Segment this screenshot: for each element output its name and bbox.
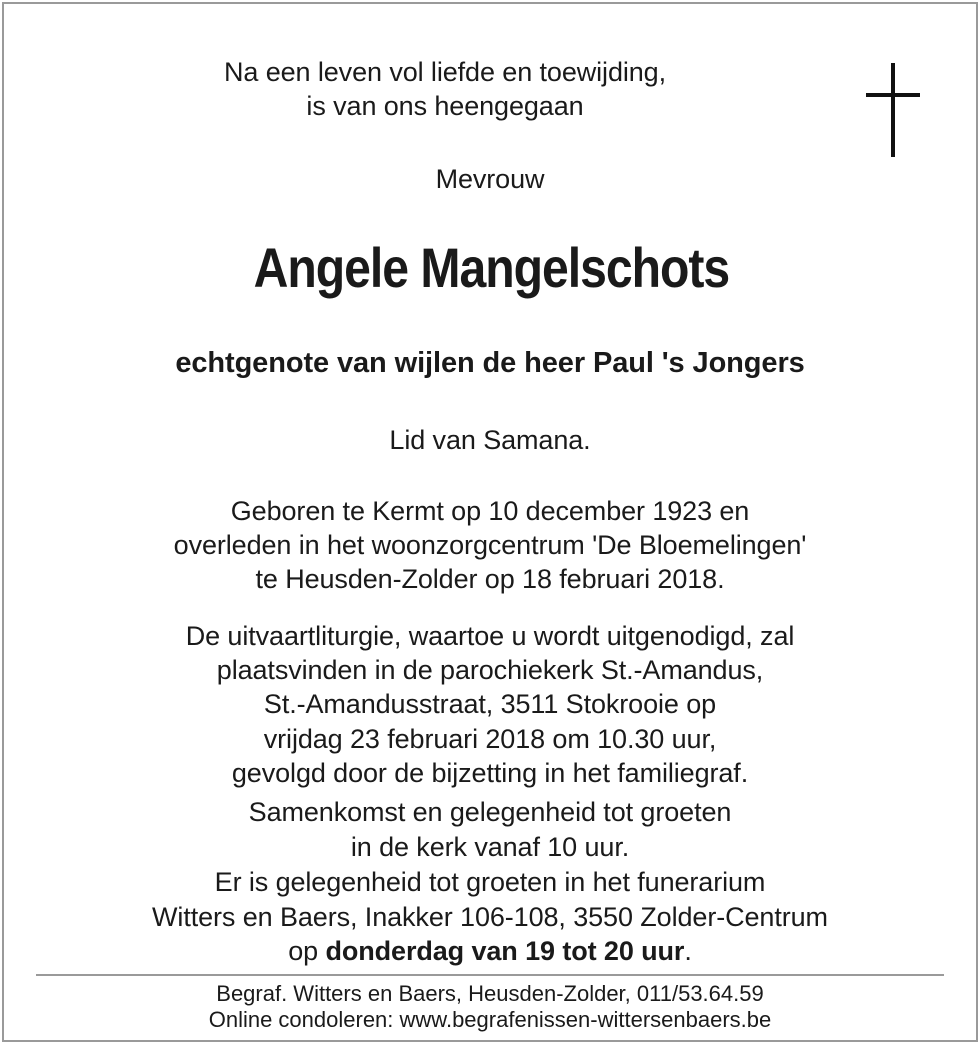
funeral-line-9: Witters en Baers, Inakker 106-108, 3550 Zolder-Centrum bbox=[152, 902, 828, 932]
intro-line-1: Na een leven vol liefde en toewijding, bbox=[224, 57, 666, 87]
intro-line-2: is van ons heengegaan bbox=[306, 91, 584, 121]
funeral-line-1: De uitvaartliturgie, waartoe u wordt uitgenodigd, zal bbox=[185, 621, 795, 651]
funeral-line-5: gevolgd door de bijzetting in het familiegraf. bbox=[231, 758, 749, 788]
footer-condolence-url: Online condoleren: www.begrafenissen-wittersenbaers.be bbox=[208, 1007, 772, 1032]
spouse-line: echtgenote van wijlen de heer Paul 's Jongers bbox=[175, 347, 805, 379]
birth-death-line-1: Geboren te Kermt op 10 december 1923 en bbox=[230, 496, 750, 526]
funeral-line-3: St.-Amandusstraat, 3511 Stokrooie op bbox=[263, 689, 717, 719]
funeral-line-8: Er is gelegenheid tot groeten in het funerarium bbox=[214, 867, 766, 897]
visiting-time: donderdag van 19 tot 20 uur bbox=[325, 936, 685, 966]
funeral-line-4: vrijdag 23 februari 2018 om 10.30 uur, bbox=[263, 724, 717, 754]
funeral-line-2: plaatsvinden in de parochiekerk St.-Amandus, bbox=[216, 655, 764, 685]
funeral-line-6: Samenkomst en gelegenheid tot groeten bbox=[248, 797, 732, 827]
visiting-prefix: op bbox=[288, 936, 326, 966]
footer-divider bbox=[36, 974, 944, 976]
title-prefix: Mevrouw bbox=[435, 164, 545, 194]
birth-death-line-2: overleden in het woonzorgcentrum 'De Bloemelingen' bbox=[173, 530, 807, 560]
deceased-name: Angele Mangelschots bbox=[253, 236, 730, 299]
visiting-line bbox=[0, 934, 980, 968]
membership-line: Lid van Samana. bbox=[389, 425, 591, 455]
funeral-line-7: in de kerk vanaf 10 uur. bbox=[350, 832, 630, 862]
footer-funeral-home: Begraf. Witters en Baers, Heusden-Zolder, 011/53.64.59 bbox=[216, 981, 764, 1006]
visiting-suffix: . bbox=[684, 936, 692, 966]
birth-death-line-3: te Heusden-Zolder op 18 februari 2018. bbox=[255, 564, 725, 594]
